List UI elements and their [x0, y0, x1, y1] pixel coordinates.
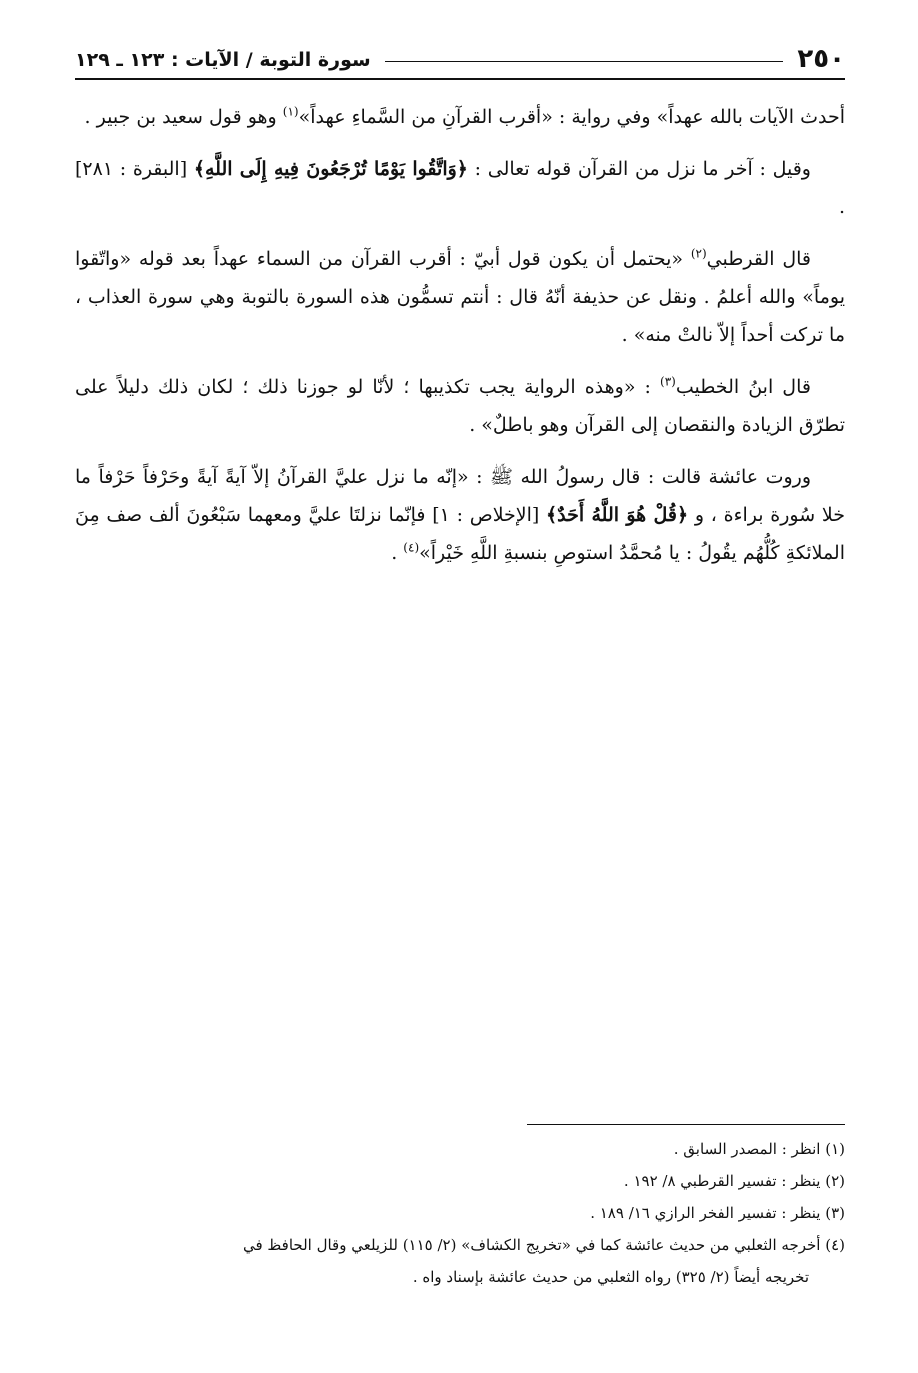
- paragraph-5-tail: .: [391, 542, 404, 564]
- footnotes: [75, 1124, 845, 1293]
- paragraph-3: [75, 240, 845, 354]
- quran-verse-1: ﴿وَاتَّقُوا يَوْمًا تُرْجَعُونَ فِيهِ إِلَى اللَّهِ﴾: [193, 158, 468, 180]
- quran-verse-2: ﴿قُلْ هُوَ اللَّهُ أَحَدٌ﴾: [546, 504, 689, 526]
- paragraph-4: [75, 368, 845, 444]
- footnote-ref-1: (١): [282, 104, 299, 119]
- paragraph-5: [75, 458, 845, 572]
- paragraph-3-text: قال القرطبي: [706, 248, 811, 270]
- paragraph-3-tail: «يحتمل أن يكون قول أبيّ : أقرب القرآن من السماء عهداً بعد قوله «واتّقوا يوماً» والله أعلمُ . ونقل عن حذيفة أنّهُ قال : أنتم تسمُّون هذه السورة بالتوبة وهي سورة العذاب ، ما تركت أحداً إلاّ نالتْ منه» .: [75, 248, 845, 346]
- paragraph-2-tail: [البقرة : ٢٨١] .: [75, 158, 845, 218]
- paragraph-5-mid: [الإخلاص : ١] فإنّما نزلتَا عليَّ ومعهما سَبْعُونَ ألف صف مِنَ الملائكةِ كُلُّهُم يقُولُ : يا مُحمَّدُ استوصِ بنسبةِ اللَّهِ خَيْراً»: [75, 504, 845, 564]
- paragraph-2-text: وقيل : آخر ما نزل من القرآن قوله تعالى :: [467, 158, 811, 180]
- footnote-ref-3: (٣): [660, 374, 676, 389]
- footnote-4-continuation: تخريجه أيضاً (٢/ ٣٢٥) رواه الثعلبي من حديث عائشة بإسناد واه .: [412, 1268, 809, 1286]
- paragraph-1: [75, 98, 845, 136]
- footnote-3: (٣) ينظر : تفسير الفخر الرازي ١٦/ ١٨٩ .: [590, 1204, 845, 1222]
- page-number: ٢٥٠: [797, 44, 845, 74]
- running-title: سورة التوبة / الآيات : ١٢٣ ـ ١٢٩: [75, 49, 371, 71]
- paragraph-5-text: وروت عائشة قالت : قال رسولُ الله ﷺ : «إنّه ما نزل عليَّ القرآنُ إلاّ آيةً آيةً وحَرْفاً حَرْفاً ما خلا سُورة براءة ، و: [75, 466, 845, 526]
- paragraph-4-tail: : «وهذه الرواية يجب تكذيبها ؛ لأنّا لو جوزنا ذلك ؛ لكان ذلك دليلاً على تطرّق الزيادة والنقصان إلى القرآن وهو باطلٌ» .: [75, 376, 845, 436]
- paragraph-1-tail: وهو قول سعيد بن جبير .: [84, 106, 283, 128]
- book-page: [75, 30, 845, 1360]
- footnote-ref-4: (٤): [403, 540, 420, 555]
- paragraph-1-text: أحدث الآيات بالله عهداً» وفي رواية : «أقرب القرآنِ من السَّماءِ عهداً»: [298, 106, 845, 128]
- footnote-ref-2: (٢): [690, 246, 707, 261]
- footnote-4: (٤) أخرجه الثعلبي من حديث عائشة كما في «تخريج الكشاف» (٢/ ١١٥) للزيلعي وقال الحافظ في: [242, 1236, 845, 1254]
- main-text: [75, 98, 845, 572]
- paragraph-4-text: قال ابنُ الخطيب: [675, 376, 811, 398]
- page-header: [75, 30, 845, 76]
- header-rule: [75, 78, 845, 80]
- footnote-1: (١) انظر : المصدر السابق .: [673, 1140, 845, 1158]
- footnote-rule: [527, 1124, 845, 1125]
- paragraph-2: [75, 150, 845, 226]
- footnote-2: (٢) ينظر : تفسير القرطبي ٨/ ١٩٢ .: [623, 1172, 845, 1190]
- header-leader-line: [385, 61, 784, 62]
